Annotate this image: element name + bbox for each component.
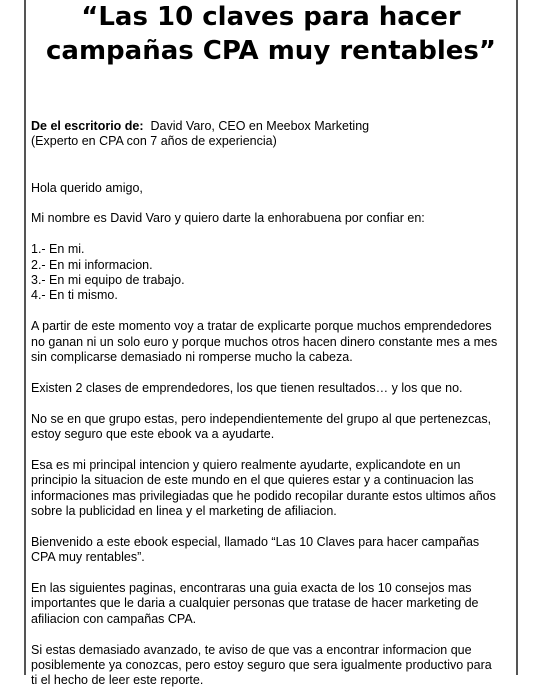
page-left-border: [24, 0, 26, 675]
list-item: 4.- En ti mismo.: [31, 288, 118, 303]
document-body: [31, 119, 507, 689]
paragraph-2: [31, 381, 507, 396]
title-line-1: “Las 10 claves para hacer: [81, 2, 461, 32]
paragraph-line: CPA muy rentables”.: [31, 550, 145, 565]
trust-list: [31, 242, 507, 304]
author-name: David Varo, CEO en Meebox Marketing: [150, 119, 370, 133]
paragraph-line: afiliacion con campañas CPA.: [31, 611, 197, 626]
paragraph-line: Esa es mi principal intencion y quiero realmente ayudarte, explicandote en un: [31, 457, 461, 472]
greeting: Hola querido amigo,: [31, 180, 143, 195]
paragraph-line: A partir de este momento voy a tratar de explicarte porque muchos emprendedores: [31, 319, 492, 334]
author-line: [31, 119, 507, 134]
paragraph-line: principio la situacion de este mundo en el que quieres estar y a continuacion las: [31, 473, 474, 488]
paragraph-7: [31, 643, 507, 689]
intro-paragraph: Mi nombre es David Varo y quiero darte la enhorabuena por confiar en:: [31, 211, 425, 226]
title-line-2: campañas CPA muy rentables”: [46, 36, 496, 66]
paragraph-line: No se en que grupo estas, pero independientemente del grupo al que pertenezcas,: [31, 411, 492, 426]
paragraph-line: Existen 2 clases de emprendedores, los que tienen resultados… y los que no.: [31, 380, 463, 395]
paragraph-line: importantes que le daria a cualquier personas que tratase de hacer marketing de: [31, 596, 479, 611]
paragraph-line: sobre la publicidad en linea y el marketing de afiliacion.: [31, 504, 337, 519]
author-credentials: (Experto en CPA con 7 años de experiencia): [31, 134, 277, 149]
paragraph-line: ti el hecho de leer este reporte.: [31, 673, 204, 688]
paragraph-line: Bienvenido a este ebook especial, llamado “Las 10 Claves para hacer campañas: [31, 534, 480, 549]
paragraph-line: informaciones mas privilegiadas que he podido recopilar durante estos ultimos años: [31, 488, 496, 503]
paragraph-line: posiblemente ya conozcas, pero estoy seguro que sera igualmente productivo para: [31, 658, 492, 673]
page-right-border: [516, 0, 518, 675]
list-item: 2.- En mi informacion.: [31, 257, 153, 272]
paragraph-6: [31, 581, 507, 627]
list-item: 3.- En mi equipo de trabajo.: [31, 273, 185, 288]
author-label: De el escritorio de:: [31, 119, 144, 133]
list-item: 1.- En mi.: [31, 242, 85, 257]
paragraph-line: Si estas demasiado avanzado, te aviso de que vas a encontrar informacion que: [31, 642, 472, 657]
paragraph-line: estoy seguro que este ebook va a ayudarte.: [31, 427, 275, 442]
paragraph-line: sin complicarse demasiado ni romperse mucho la cabeza.: [31, 350, 353, 365]
paragraph-4: [31, 458, 507, 520]
paragraph-line: no ganan ni un solo euro y porque muchos otros hacen dinero constante mes a mes: [31, 334, 498, 349]
document-title: [26, 0, 516, 68]
paragraph-5: [31, 535, 507, 566]
paragraph-3: [31, 412, 507, 443]
paragraph-1: [31, 319, 507, 365]
paragraph-line: En las siguientes paginas, encontraras una guia exacta de los 10 consejos mas: [31, 581, 472, 596]
